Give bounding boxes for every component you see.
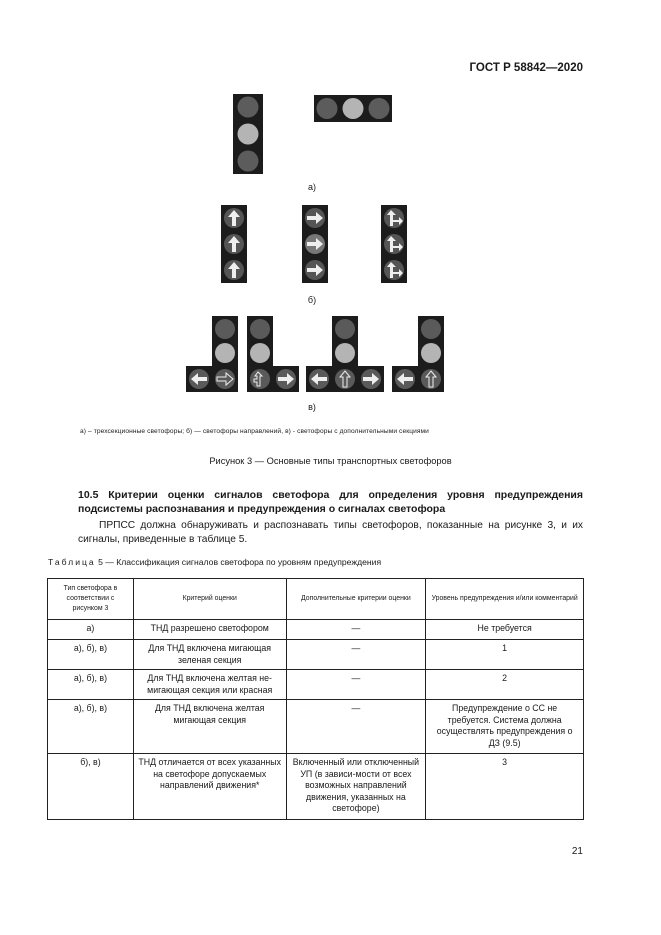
table-header-row bbox=[48, 579, 584, 620]
table-cell: 3 bbox=[426, 754, 584, 820]
figure-title: Рисунок 3 — Основные типы транспортных светофоров bbox=[209, 456, 452, 466]
table-row bbox=[48, 670, 584, 700]
table-cell: — bbox=[286, 640, 426, 670]
table-cell: Для ТНД включена мигающая зеленая секция bbox=[133, 640, 286, 670]
table-cell: Включенный или отключенный УП (в зависи-мости от всех возможных направлений движения, указанных на светофоре) bbox=[286, 754, 426, 820]
traffic-light-horizontal bbox=[314, 95, 392, 122]
table-row bbox=[48, 640, 584, 670]
table-header-cell: Уровень предупреждения и/или комментарий bbox=[426, 579, 584, 620]
table-row bbox=[48, 700, 584, 754]
table-cell: Для ТНД включена желтая мигающая секция bbox=[133, 700, 286, 754]
table-row bbox=[48, 620, 584, 640]
table-cell: ТНД отличается от всех указанных на светофоре допускаемых направлений движения* bbox=[133, 754, 286, 820]
table-cell: Не требуется bbox=[426, 620, 584, 640]
table-header-cell: Тип светофора в соответствии с рисунком 3 bbox=[48, 579, 134, 620]
light-with-left-right-sections bbox=[186, 316, 238, 392]
table-cell: Предупреждение о СС не требуется. Система должна осуществлять предупреждения о ДЗ (9.5) bbox=[426, 700, 584, 754]
signal-classification-table bbox=[47, 578, 584, 820]
table-header-cell: Критерий оценки bbox=[133, 579, 286, 620]
table-cell: а), б), в) bbox=[48, 700, 134, 754]
section-paragraph: ПРПСС должна обнаруживать и распознавать типы светофоров, показанные на рисунке 3, и их сигналы, приведенные в таблице 5. bbox=[78, 520, 583, 545]
directional-light-up-arrows bbox=[221, 205, 247, 283]
table-caption bbox=[48, 557, 381, 567]
table-caption-text: 5 — Классификация сигналов светофора по уровням предупреждения bbox=[95, 557, 382, 567]
table-cell: а) bbox=[48, 620, 134, 640]
table-cell: — bbox=[286, 670, 426, 700]
light-with-left-section bbox=[392, 316, 444, 392]
page-number: 21 bbox=[571, 846, 583, 857]
document-standard-number: ГОСТ Р 58842—2020 bbox=[469, 62, 583, 74]
table-row bbox=[48, 754, 584, 820]
section-heading: 10.5 Критерии оценки сигналов светофора для определения уровня предупреждения подсистемы распознавания и предупреждения о сигналах светофора bbox=[78, 489, 583, 515]
table-header-cell: Дополнительные критерии оценки bbox=[286, 579, 426, 620]
table-cell: б), в) bbox=[48, 754, 134, 820]
table-cell: 1 bbox=[426, 640, 584, 670]
table-cell: — bbox=[286, 700, 426, 754]
figure-label-c: в) bbox=[308, 402, 316, 412]
table-cell: а), б), в) bbox=[48, 670, 134, 700]
traffic-light-vertical bbox=[233, 94, 263, 174]
table-cell: 2 bbox=[426, 670, 584, 700]
directional-light-combined-arrows bbox=[381, 205, 407, 283]
light-with-right-section bbox=[247, 316, 299, 392]
directional-light-right-arrows bbox=[302, 205, 328, 283]
table-cell: ТНД разрешено светофором bbox=[133, 620, 286, 640]
figure-label-a: а) bbox=[307, 182, 316, 192]
table-cell: — bbox=[286, 620, 426, 640]
table-caption-word: Таблица bbox=[48, 557, 96, 567]
light-with-both-sections bbox=[306, 316, 384, 392]
table-cell: а), б), в) bbox=[48, 640, 134, 670]
figure-note: а) – трехсекционные светофоры; б) — светофоры направлений, в) - светофоры с дополнительными секциями bbox=[80, 428, 429, 435]
figure-label-b: б) bbox=[307, 295, 317, 305]
table-cell: Для ТНД включена желтая не-мигающая секция или красная bbox=[133, 670, 286, 700]
